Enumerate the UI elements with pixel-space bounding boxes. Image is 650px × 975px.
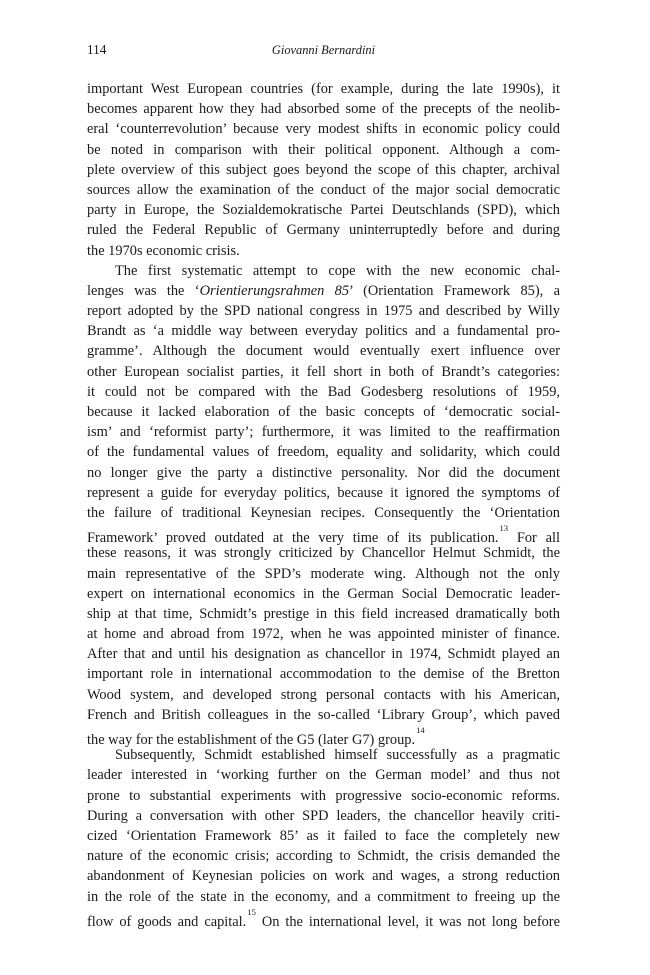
- text-run: the 1970s economic crisis.: [87, 242, 240, 259]
- text-line: [87, 261, 560, 281]
- text-line: [87, 119, 560, 139]
- text-line: [87, 382, 560, 402]
- text-line: [87, 604, 560, 624]
- text-run: the way for the establishment of the G5 (later G7) group.: [87, 731, 416, 748]
- text-line: [87, 160, 560, 180]
- running-head: [87, 40, 560, 60]
- text-line: [87, 442, 560, 462]
- italic-title: Orientierungsrahmen 85: [199, 282, 350, 299]
- text-line: [87, 99, 560, 119]
- text-run: ism’ and ‘reformist party’; furthermore, it was limited to the reaffirmation: [87, 424, 560, 441]
- text-run: because it lacked elaboration of the basic concepts of ‘democratic social-: [87, 404, 560, 420]
- text-run: cized ‘Orientation Framework 85’ as it failed to face the completely new: [87, 827, 560, 844]
- text-line: [87, 906, 560, 930]
- text-run: ’ (Orientation Framework 85), a: [349, 282, 560, 299]
- running-title: Giovanni Bernardini: [271, 43, 376, 57]
- text-run: After that and until his designation as chancellor in 1974, Schmidt played an: [87, 646, 560, 663]
- text-line: [87, 644, 560, 664]
- text-line: [87, 362, 560, 382]
- text-line: [87, 543, 560, 563]
- text-run: Wood system, and developed strong personal contacts with his American,: [87, 686, 560, 703]
- text-run: plete overview of this subject goes beyond the scope of this chapter, archival: [87, 161, 560, 178]
- text-line: [87, 523, 560, 546]
- text-run: at home and abroad from 1972, when he was appointed minister of finance.: [87, 626, 560, 643]
- text-line: [87, 826, 560, 846]
- body-text: [87, 79, 560, 930]
- text-line: [87, 564, 560, 584]
- page-number: 114: [87, 42, 107, 57]
- footnote-ref: 13: [499, 523, 509, 534]
- text-run: main representative of the SPD’s moderate wing. Although not the only: [87, 565, 560, 582]
- text-run: lenges was the ‘: [87, 282, 200, 299]
- text-run: in the role of the state in the economy, and a commitment to freeing up the: [87, 888, 560, 905]
- text-run: On the international level, it was not long before: [255, 913, 560, 930]
- text-run: flow of goods and capital.: [87, 913, 247, 930]
- text-line: [87, 887, 560, 907]
- text-line: [87, 705, 560, 725]
- text-run: French and British colleagues in the so-called ‘Library Group’, which paved: [87, 706, 560, 723]
- text-run: report adopted by the SPD national congress in 1975 and described by Willy: [87, 303, 560, 320]
- text-run: no longer give the party a distinctive personality. Nor did the document: [87, 464, 560, 481]
- text-run: these reasons, it was strongly criticized by Chancellor Helmut Schmidt, the: [87, 545, 560, 562]
- text-line: [87, 745, 560, 765]
- text-run: Brandt as ‘a middle way between everyday politics and a fundamental pro-: [87, 323, 560, 340]
- text-run: ruled the Federal Republic of Germany uninterruptedly before and during: [87, 222, 560, 239]
- text-run: The first systematic attempt to cope with the new economic chal-: [115, 262, 560, 279]
- text-line: [87, 483, 560, 503]
- text-run: the failure of traditional Keynesian recipes. Consequently the ‘Orientation: [87, 504, 560, 521]
- text-line: [87, 301, 560, 321]
- text-line: [87, 241, 560, 261]
- text-run: During a conversation with other SPD leaders, the chancellor heavily criti-: [87, 807, 560, 824]
- text-line: [87, 584, 560, 604]
- text-line: [87, 341, 560, 361]
- text-line: [87, 79, 560, 99]
- text-run: becomes apparent how they had absorbed some of the precepts of the neolib-: [87, 101, 560, 118]
- text-line: [87, 220, 560, 240]
- text-line: [87, 463, 560, 483]
- text-line: [87, 624, 560, 644]
- text-line: [87, 321, 560, 341]
- text-run: eral ‘counterrevolution’ because very modest shifts in economic policy could: [87, 121, 560, 138]
- text-run: Subsequently, Schmidt established himself successfully as a pragmatic: [115, 747, 560, 764]
- text-run: expert on international economics in the German Social Democratic leader-: [87, 585, 560, 602]
- text-line: [87, 685, 560, 705]
- text-run: important West European countries (for example, during the late 1990s), it: [87, 81, 560, 97]
- text-line: [87, 402, 560, 422]
- text-line: [87, 281, 560, 301]
- text-line: [87, 846, 560, 866]
- text-run: sources allow the examination of the conduct of the major social democratic: [87, 181, 560, 198]
- text-line: [87, 180, 560, 200]
- text-run: Framework’ proved outdated at the very time of its publication.: [87, 529, 499, 546]
- text-line: [87, 765, 560, 785]
- text-run: prone to substantial experiments with progressive socio-economic reforms.: [87, 787, 560, 804]
- text-line: [87, 806, 560, 826]
- text-run: ship at that time, Schmidt’s prestige in this field increased dramatically both: [87, 605, 560, 622]
- footnote-ref: 14: [416, 725, 425, 735]
- text-line: [87, 786, 560, 806]
- text-run: For all: [508, 529, 560, 546]
- text-run: leader interested in ‘working further on the German model’ and thus not: [87, 767, 560, 784]
- text-run: other European socialist parties, it fell short in both of Brandt’s categories:: [87, 363, 560, 380]
- text-line: [87, 200, 560, 220]
- footnote-ref: 15: [247, 906, 256, 917]
- text-run: abandonment of Keynesian policies on work and wages, a strong reduction: [87, 868, 560, 885]
- text-run: nature of the economic crisis; according to Schmidt, the crisis demanded the: [87, 848, 560, 865]
- text-line: [87, 866, 560, 886]
- text-line: [87, 503, 560, 523]
- text-line: [87, 725, 560, 748]
- text-run: gramme’. Although the document would eventually exert influence over: [87, 343, 560, 360]
- text-run: represent a guide for everyday politics, because it ignored the symptoms of: [87, 484, 560, 501]
- text-run: it could not be compared with the Bad Godesberg resolutions of 1959,: [87, 383, 560, 400]
- text-run: of the fundamental values of freedom, equality and solidarity, which could: [87, 444, 560, 461]
- text-line: [87, 664, 560, 684]
- text-run: important role in international accommodation to the demise of the Bretton: [87, 666, 560, 683]
- text-run: be noted in comparison with their political opponent. Although a com-: [87, 141, 560, 158]
- text-run: party in Europe, the Sozialdemokratische Partei Deutschlands (SPD), which: [87, 202, 560, 219]
- text-line: [87, 422, 560, 442]
- text-line: [87, 140, 560, 160]
